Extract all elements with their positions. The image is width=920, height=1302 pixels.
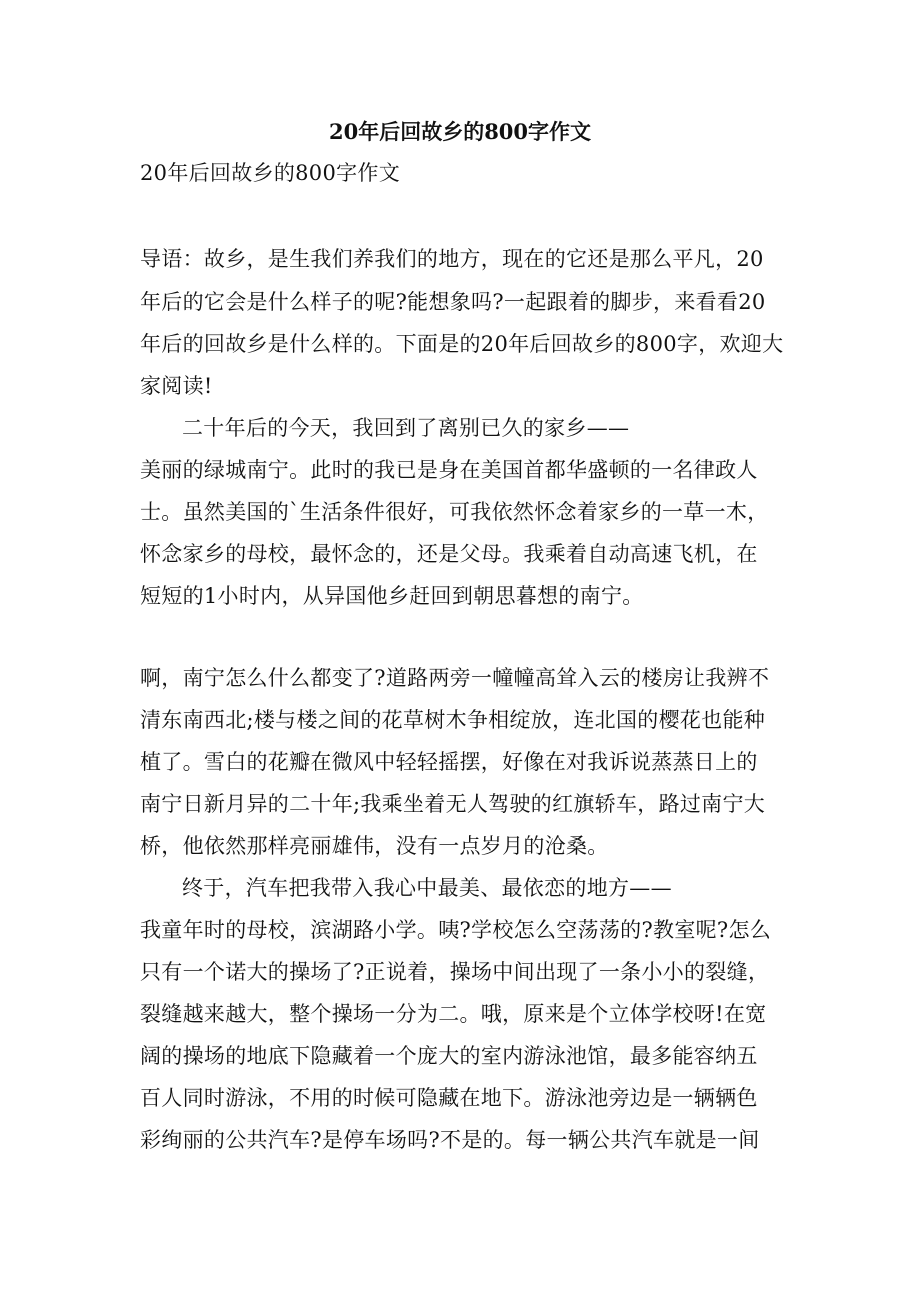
body-line: 植了。雪白的花瓣在微风中轻轻摇摆，好像在对我诉说蒸蒸日上的 [140,750,758,774]
body-line: 只有一个诺大的操场了?正说着，操场中间出现了一条小小的裂缝， [140,960,770,984]
body-line: 裂缝越来越大，整个操场一分为二。哦，原来是个立体学校呀!在宽 [140,1002,767,1026]
body-line: 士。虽然美国的`生活条件很好，可我依然怀念着家乡的一草一木， [140,500,769,524]
body-line: 怀念家乡的母校，最怀念的，还是父母。我乘着自动高速飞机，在 [140,542,758,566]
intro-line: 导语：故乡，是生我们养我们的地方，现在的它还是那么平凡，20 [140,247,764,271]
body-line: 桥，他依然那样亮丽雄伟，没有一点岁月的沧桑。 [140,834,609,858]
intro-line: 家阅读! [140,374,213,398]
intro-line: 年后的它会是什么样子的呢?能想象吗?一起跟着的脚步，来看看20 [140,290,766,314]
body-line: 终于，汽车把我带入我心中最美、最依恋的地方—— [182,876,672,900]
body-line: 阔的操场的地底下隐藏着一个庞大的室内游泳池馆，最多能容纳五 [140,1044,758,1068]
document-subtitle: 20年后回故乡的800字作文 [140,161,401,185]
body-line: 二十年后的今天，我回到了离别已久的家乡—— [182,416,630,440]
body-line: 短短的1小时内，从异国他乡赶回到朝思暮想的南宁。 [140,584,644,608]
body-line: 我童年时的母校，滨湖路小学。咦?学校怎么空荡荡的?教室呢?怎么 [140,918,772,942]
body-line: 美丽的绿城南宁。此时的我已是身在美国首都华盛顿的一名律政人 [140,458,758,482]
document-title: 20年后回故乡的800字作文 [328,119,592,144]
body-line: 彩绚丽的公共汽车?是停车场吗?不是的。每一辆公共汽车就是一间 [140,1128,760,1152]
body-line: 啊，南宁怎么什么都变了?道路两旁一幢幢高耸入云的楼房让我辨不 [140,666,770,690]
body-line: 清东南西北;楼与楼之间的花草树木争相绽放，连北国的樱花也能种 [140,708,766,732]
body-line: 南宁日新月异的二十年;我乘坐着无人驾驶的红旗轿车，路过南宁大 [140,792,766,816]
intro-line: 年后的回故乡是什么样的。下面是的20年后回故乡的800字，欢迎大 [140,332,784,356]
body-line: 百人同时游泳，不用的时候可隐藏在地下。游泳池旁边是一辆辆色 [140,1086,758,1110]
